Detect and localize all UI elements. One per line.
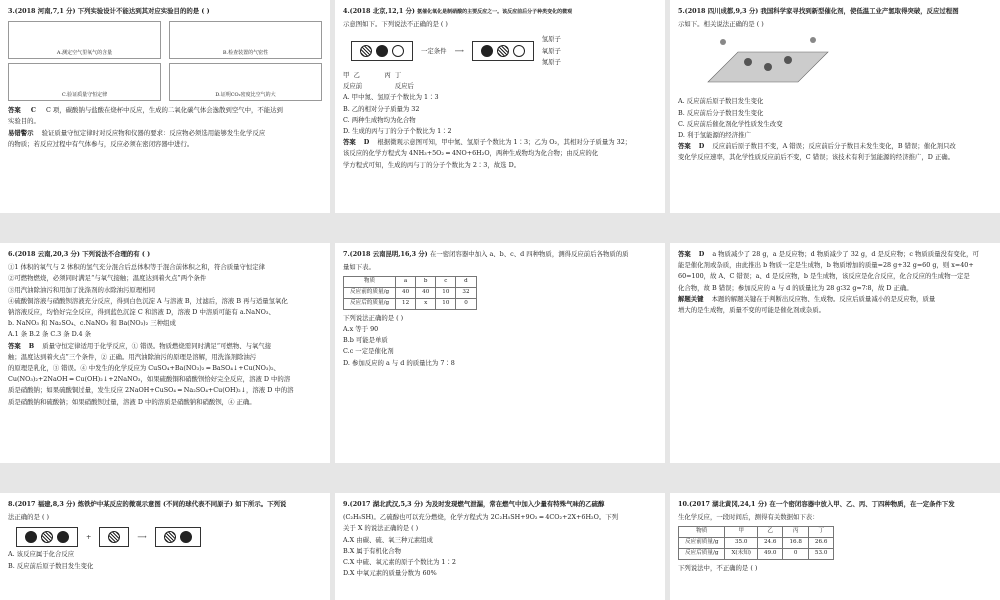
answer-line: 答案 B 质量守恒定律适用于化学反应，① 错误。物质燃烧需同时满足“可燃物、与氧气接 — [8, 341, 272, 350]
catalyst-diagram — [698, 32, 838, 92]
molecule-icon — [392, 45, 404, 57]
page-q7-answer — [670, 243, 1000, 463]
figure-a: A.测定空气里氧气的含量 — [8, 21, 161, 59]
figure-b: B.检查装置的气密性 — [169, 21, 322, 59]
page-q10 — [670, 493, 1000, 600]
page-q3 — [0, 0, 330, 213]
products-box — [472, 41, 534, 61]
option: B. 乙的相对分子质量为 32 — [343, 104, 420, 113]
question-title: 5.(2018 四川成都,9,3 分) 我国科学家寻找到新型催化剂，使低温工业产氢取得突破，反应过程图 — [678, 7, 959, 15]
molecule-icon — [25, 531, 37, 543]
answer-text: 学方程式可知，生成的丙与丁的分子个数比为 2∶3，故选 D。 — [343, 160, 521, 169]
option: D.X 中氧元素的质量分数为 60% — [343, 569, 437, 578]
molecule-icon — [376, 45, 388, 57]
question-text: 法正确的是 ( ) — [8, 513, 50, 522]
answer-text: 能是催化剂或杂质，由此推出 b 物质一定是生成物，b 物质增加的质量=28 g+32 g=60 g，则 x=40+ — [678, 261, 974, 270]
option: C.c 一定是催化剂 — [343, 347, 394, 356]
option: A.X 由碳、硫、氧三种元素组成 — [343, 535, 433, 544]
product-box — [155, 527, 201, 547]
question-text: 生化学反应，一段时间后，测得有关数据如下表： — [678, 513, 819, 522]
reactant-box — [99, 527, 129, 547]
note-line: 解题关键 本题的解题关键在于判断出反应物、生成物。反应后质量减小的是反应物，质量 — [678, 294, 936, 303]
figure-row — [8, 63, 322, 101]
statement: ④硫酸铜溶液与硝酸钡溶液充分反应，得到白色沉淀 A 与溶液 B，过滤后，溶液 B 再与适量氢氧化 — [8, 296, 288, 305]
legend: 氢原子 氧原子 氮原子 — [541, 35, 561, 66]
question-text: 示意图如下。下列说法不正确的是 ( ) — [343, 20, 448, 29]
answer-line: 答案 D a 物质减少了 28 g，a 是反应物；d 物质减少了 32 g，d 是反应物；c 物质质量没有变化，可 — [678, 250, 979, 258]
figure-row — [8, 21, 322, 59]
diagram-labels: 甲 乙 丙 丁 — [343, 71, 402, 80]
option: D. 利于氢能源的经济推广 — [678, 131, 751, 140]
reactants-box — [351, 41, 413, 61]
option: B.X 属于有机化合物 — [343, 546, 402, 555]
question-title: 10.(2017 湖北黄冈,24,1 分) 在一个密闭容器中放入甲、乙、丙、丁四种物质，在一定条件下发 — [678, 500, 955, 508]
option: B.b 可能是单质 — [343, 336, 388, 345]
answer-line: 答案 C C 项，碳酸钠与盐酸在烧杯中反应，生成的二氧化碳气体会逸散到空气中，不能达到 — [8, 106, 283, 115]
reaction-diagram — [16, 527, 322, 547]
option: A. 甲中氮、氢原子个数比为 1∶3 — [343, 93, 439, 102]
table-header: 物质 甲 乙 丙 丁 — [679, 527, 834, 538]
note-line: 易错警示 验证质量守恒定律时对反应物和仪器的要求：反应物必须选用能够发生化学反应 — [8, 128, 266, 137]
statement: 钠溶液反应，均恰好完全反应，得到蓝色沉淀 C 和溶液 D，溶液 D 中溶质可能有 a.NaNO₃、 — [8, 308, 275, 317]
question-title: 8.(2017 福建,8,3 分) 炼铁炉中某反应的微观示意图 (不同的球代表不同原子) 如下所示。下列说 — [8, 500, 287, 508]
question-text: 下列说法正确的是 ( ) — [343, 313, 404, 322]
answer-line: 答案 D 反应前后原子数目不变，A 错误；反应前后分子数目未发生变化，B 错误；催化剂只改 — [678, 142, 956, 151]
molecule-icon — [180, 531, 192, 543]
question-text: 量如下表。 — [343, 263, 375, 272]
question-title: 9.(2017 湖北武汉,5,3 分) 为及时发现燃气泄漏，常在燃气中加入少量有特殊气味的乙硫醇 — [343, 500, 605, 508]
molecule-icon — [360, 45, 372, 57]
answer-text: 60=100，故 A、C 错误；a、d 是反应物，b 是生成物，该反应是化合反应，化合反应的生成物一定是 — [678, 272, 970, 281]
page-q5 — [670, 0, 1000, 213]
page-q8 — [0, 493, 330, 600]
molecule-icon — [164, 531, 176, 543]
option: A. 该反应属于化合反应 — [8, 550, 75, 559]
page-q4 — [335, 0, 665, 213]
table-row: 反应前质量/g 35.0 24.6 16.8 26.6 — [679, 538, 834, 549]
molecule-icon — [513, 45, 525, 57]
answer-text: 的物质；若反应过程中有气体参与，反应必须在密闭容器中进行。 — [8, 139, 194, 148]
question-text: 示如下。相关说法正确的是 ( ) — [678, 20, 764, 29]
mass-table — [343, 276, 477, 309]
answer-line: 答案 D 根据微观示意图可知，甲中氮、氢原子个数比为 1∶3；乙为 O₂，其相对分子质量为 32； — [343, 138, 632, 147]
options-row: A.1 条 B.2 条 C.3 条 D.4 条 — [8, 330, 92, 339]
page-q9 — [335, 493, 665, 600]
answer-text: Cu(NO₃)₂+2NaOH ═ Cu(OH)₂↓+2NaNO₃，如果硫酸铜和硝酸钡恰好完全反应，溶液 D 中的溶 — [8, 375, 291, 384]
arrow-icon: ⟶ — [137, 532, 147, 541]
statement: ③用汽油除油污和用加了洗涤剂的水除油污原理相同 — [8, 285, 155, 294]
molecule-icon — [108, 531, 120, 543]
answer-text: 质是硝酸钠和硫酸钠；如果硝酸钡过量，溶液 D 中的溶质是硝酸钠和硝酸钡，④ 正确。 — [8, 397, 256, 406]
option: A.x 等于 90 — [343, 324, 379, 333]
answer-text: 该反应的化学方程式为 4NH₃+5O₂ ═ 4NO+6H₂O，两种生成物均为化合物；由反应的化 — [343, 149, 599, 158]
molecule-icon — [57, 531, 69, 543]
answer-text: 触；温度达到着火点”三个条件，② 正确。用汽油除油污的原理是溶解，用洗涤剂除油污 — [8, 352, 257, 361]
option: C.X 中硫、氧元素的原子个数比为 1∶2 — [343, 558, 456, 567]
option: D. 生成的丙与丁的分子个数比为 1∶2 — [343, 127, 452, 136]
table-row: 反应后的质量/g 12 x 10 0 — [344, 298, 477, 309]
question-title: 7.(2018 云南昆明,16,3 分) 在一密闭容器中加入 a、b、c、d 四种物质，测得反应前后各物质的质 — [343, 250, 629, 258]
option: B. 反应前后原子数目发生变化 — [8, 561, 94, 570]
answer-text: 化合物，故 B 错误；参加反应的 a 与 d 的质量比为 28 g∶32 g=7∶8，故 D 正确。 — [678, 283, 913, 292]
option: A. 反应前后原子数目发生变化 — [678, 97, 764, 106]
mass-table — [678, 526, 834, 559]
molecule-icon — [497, 45, 509, 57]
table-header: 物质 a b c d — [344, 277, 477, 288]
question-text: 关于 X 的说法正确的是 ( ) — [343, 524, 419, 533]
question-text: (C₂H₅SH)。乙硫醇也可以充分燃烧，化学方程式为 2C₂H₅SH+9O₂ ═ 4CO₂+2X+6H₂O。下列 — [343, 513, 619, 522]
option: D. 参加反应的 a 与 d 的质量比为 7∶8 — [343, 358, 455, 367]
reaction-diagram — [351, 34, 657, 68]
diagram-captions: 反应前 反应后 — [343, 82, 414, 91]
table-row: 反应后质量/g X(未知) 49.0 0 53.0 — [679, 548, 834, 559]
answer-text: 增大的是生成物，质量不变的可能是催化剂或杂质。 — [678, 306, 825, 315]
molecule-icon — [41, 531, 53, 543]
page-q7 — [335, 243, 665, 463]
statement: ①1 体积的氧气与 2 体积的氢气充分混合后总体积等于混合前体积之和，符合质量守恒定律 — [8, 263, 266, 272]
question-title: 4.(2018 北京,12,1 分) 氨催化氧化是制硝酸的主要反应之一。该反应前后分子种类变化的微观 — [343, 7, 573, 15]
option: C. 两种生成物均为化合物 — [343, 115, 416, 124]
figure-d: D.证明CO₂密度比空气的大 — [169, 63, 322, 101]
condition-label: 一定条件 — [421, 46, 447, 55]
figure-c: C.验证质量守恒定律 — [8, 63, 161, 101]
answer-text: 变化学反应速率，其化学性质反应前后不变，C 错误；该技术有利于氢能源的经济推广，D 正确。 — [678, 153, 955, 162]
question-title: 3.(2018 河南,7,1 分) 下列实验设计不能达到其对应实验目的的是 ( ) — [8, 7, 210, 15]
statement: ②可燃物燃烧，必须同时满足“与氧气接触；温度达到着火点”两个条件 — [8, 274, 207, 283]
table-row: 反应前的质量/g 40 40 10 32 — [344, 288, 477, 299]
molecule-icon — [481, 45, 493, 57]
statement: b. NaNO₃ 和 Na₂SO₄、c.NaNO₃ 和 Ba(NO₃)₂ 三种组成 — [8, 319, 176, 328]
plus-icon: + — [86, 532, 92, 541]
arrow-icon: ⟶ — [454, 46, 464, 55]
page-q6 — [0, 243, 330, 463]
option: B. 反应前后分子数目发生变化 — [678, 108, 764, 117]
answer-text: 实验目的。 — [8, 117, 40, 126]
question-text: 下列说法中，不正确的是 ( ) — [678, 563, 758, 572]
reactant-box — [16, 527, 78, 547]
answer-text: 质是硝酸钠；如果硫酸铜过量，发生反应 2NaOH+CuSO₄ ═ Na₂SO₄+Cu(OH)₂↓，溶液 D 中的溶 — [8, 386, 294, 395]
option: C. 反应前后催化剂化学性质发生改变 — [678, 119, 783, 128]
question-title: 6.(2018 云南,20,3 分) 下列说法不合理的有 ( ) — [8, 250, 151, 258]
answer-text: 的原理是乳化，③ 错误。④ 中发生的化学反应为 CuSO₄+Ba(NO₃)₂ ═ BaSO₄↓+Cu(NO₃)₂、 — [8, 364, 280, 373]
